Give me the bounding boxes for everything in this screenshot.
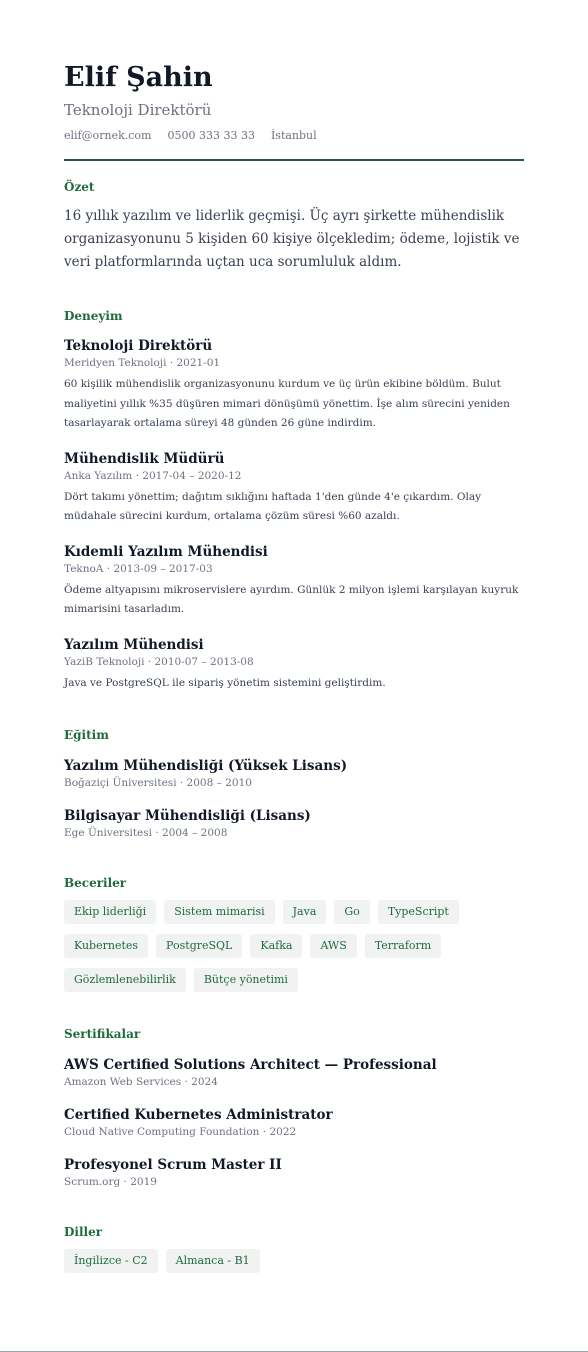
section-title-skills: Beceriler	[64, 876, 127, 890]
experience-item	[64, 337, 524, 434]
skill-chip: Ekip liderliği	[64, 900, 156, 924]
skill-chip: Sistem mimarisi	[164, 900, 274, 924]
person-name: Elif Şahin	[64, 62, 213, 93]
job-description: Dört takımı yönettim; dağıtım sıklığını haftada 1'den günde 4'e çıkardım. Olay müdahale sürecini kurdum, ortalama çözüm süresi %60 azaldı.	[64, 490, 482, 522]
certificate-meta: Cloud Native Computing Foundation · 2022	[64, 1126, 297, 1138]
skill-chip: Terraform	[365, 934, 441, 958]
languages-section	[64, 1224, 524, 1273]
certificate-title: Profesyonel Scrum Master II	[64, 1157, 282, 1173]
contact-phone[interactable]: 0500 333 33 33	[167, 129, 255, 142]
section-title-languages: Diller	[64, 1225, 103, 1239]
language-chips	[64, 1249, 524, 1273]
skill-chip: Go	[334, 900, 369, 924]
degree-title: Bilgisayar Mühendisliği (Lisans)	[64, 808, 311, 824]
education-item	[64, 757, 524, 791]
job-description: Java ve PostgreSQL ile sipariş yönetim sistemini geliştirdim.	[64, 676, 386, 689]
skill-chip: Kubernetes	[64, 934, 148, 958]
skill-chip: AWS	[310, 934, 356, 958]
skill-chip: Bütçe yönetimi	[194, 968, 298, 992]
skill-chip: TypeScript	[378, 900, 459, 924]
certificate-title: Certified Kubernetes Administrator	[64, 1107, 333, 1123]
degree-meta: Boğaziçi Üniversitesi · 2008 – 2010	[64, 777, 252, 789]
job-meta: YaziB Teknoloji · 2010-07 – 2013-08	[64, 655, 254, 668]
job-description: 60 kişilik mühendislik organizasyonunu kurdum ve üç ürün ekibine böldüm. Bulut maliyetini yıllık %35 düşüren mimari dönüşümü yönettim. İşe alım sürecini yeniden tasarlayarak ortalama süreyi 48 günden 26 güne indirdim.	[64, 378, 510, 429]
section-title-certificates: Sertifikalar	[64, 1027, 141, 1041]
certificate-title: AWS Certified Solutions Architect — Professional	[64, 1057, 437, 1073]
skill-chip: Kafka	[250, 934, 302, 958]
job-meta: Anka Yazılım · 2017-04 – 2020-12	[64, 469, 242, 482]
job-title: Mühendislik Müdürü	[64, 450, 225, 467]
job-title: Teknoloji Direktörü	[64, 338, 213, 354]
contact-email[interactable]: elif@ornek.com	[64, 129, 152, 142]
section-title-summary: Özet	[64, 180, 95, 194]
language-chip: Almanca - B1	[166, 1249, 260, 1273]
experience-item	[64, 636, 524, 694]
experience-section	[64, 308, 524, 693]
section-title-education: Eğitim	[64, 728, 109, 742]
skills-chips	[64, 900, 524, 992]
contact-city: İstanbul	[270, 129, 317, 142]
section-title-experience: Deneyim	[64, 309, 123, 323]
header-divider	[64, 159, 524, 161]
resume	[64, 60, 524, 1273]
certificates-section	[64, 1026, 524, 1190]
skill-chip: Java	[283, 900, 327, 924]
job-title: Yazılım Mühendisi	[64, 636, 204, 653]
certificate-meta: Scrum.org · 2019	[64, 1176, 157, 1188]
experience-item	[64, 543, 524, 620]
skills-section	[64, 875, 524, 992]
job-meta: Meridyen Teknoloji · 2021-01	[64, 357, 221, 369]
education-item	[64, 807, 524, 841]
language-chip: İngilizce - C2	[64, 1249, 158, 1273]
certificate-item	[64, 1106, 524, 1140]
experience-item	[64, 450, 524, 527]
resume-header	[64, 60, 524, 161]
degree-meta: Ege Üniversitesi · 2004 – 2008	[64, 827, 228, 839]
education-section	[64, 727, 524, 841]
job-title: Kıdemli Yazılım Mühendisi	[64, 543, 268, 560]
summary-section	[64, 179, 524, 274]
job-meta: TeknoA · 2013-09 – 2017-03	[64, 562, 213, 575]
certificate-meta: Amazon Web Services · 2024	[64, 1076, 218, 1088]
certificate-item	[64, 1156, 524, 1190]
contact-info	[64, 128, 524, 144]
degree-title: Yazılım Mühendisliği (Yüksek Lisans)	[64, 758, 348, 774]
skill-chip: PostgreSQL	[156, 934, 242, 958]
job-description: Ödeme altyapısını mikroservislere ayırdım. Günlük 2 milyon işlemi karşılayan kuyruk mimarisini tasarladım.	[64, 583, 519, 615]
skill-chip: Gözlemlenebilirlik	[64, 968, 186, 992]
person-role: Teknoloji Direktörü	[64, 101, 212, 119]
summary-text: 16 yıllık yazılım ve liderlik geçmişi. Üç ayrı şirkette mühendislik organizasyonunu 5 kişiden 60 kişiye ölçekledim; ödeme, lojistik ve veri platformlarında uçtan uca sorumluluk aldım.	[64, 208, 520, 270]
certificate-item	[64, 1056, 524, 1090]
